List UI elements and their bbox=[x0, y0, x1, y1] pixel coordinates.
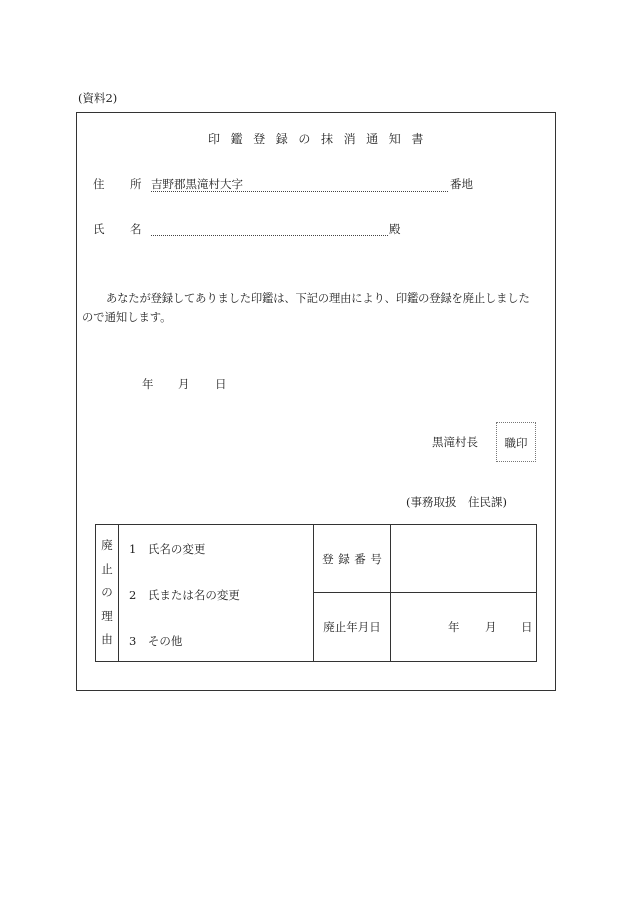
title-char: の bbox=[298, 132, 311, 146]
reason-item: 2 氏または名の変更 bbox=[129, 588, 240, 602]
body-line-1: あなたが登録してありました印鑑は、下記の理由により、印鑑の登録を廃止しました bbox=[106, 292, 530, 305]
abolish-date-label-cell bbox=[314, 593, 391, 662]
address-label-2: 所 bbox=[130, 177, 142, 191]
address-dotted-line bbox=[151, 191, 448, 192]
handling-department: (事務取扱 住民課) bbox=[406, 495, 507, 509]
title-char: 消 bbox=[343, 132, 356, 146]
reason-header-char: の bbox=[101, 585, 113, 600]
date-year: 年 bbox=[142, 377, 154, 391]
body-line-2: ので通知します。 bbox=[82, 311, 172, 324]
reason-header-char: 理 bbox=[101, 608, 113, 623]
address-value: 吉野郡黒滝村大字 bbox=[151, 177, 243, 191]
reason-header-char: 止 bbox=[101, 561, 113, 576]
title-char: 印 bbox=[208, 132, 221, 146]
issuer-title: 黒滝村長 bbox=[432, 435, 478, 449]
official-seal-box bbox=[496, 422, 536, 462]
reason-item: 1 氏名の変更 bbox=[129, 542, 206, 556]
title-char: 書 bbox=[411, 132, 424, 146]
date-month: 月 bbox=[178, 377, 190, 391]
reason-header-char: 由 bbox=[101, 632, 113, 647]
abolish-date-label: 廃止年月日 bbox=[323, 620, 381, 634]
document-title bbox=[208, 130, 434, 147]
address-suffix: 番地 bbox=[450, 177, 473, 191]
title-char: 録 bbox=[275, 132, 288, 146]
abolish-date-value[interactable] bbox=[391, 593, 537, 662]
name-suffix: 殿 bbox=[389, 222, 401, 236]
name-dotted-line bbox=[151, 235, 388, 236]
abolish-date-year: 年 bbox=[448, 620, 460, 634]
reason-header-char: 廃 bbox=[101, 538, 113, 553]
title-char: 抹 bbox=[320, 132, 333, 146]
reason-header-cell bbox=[96, 525, 119, 662]
registration-number-label-cell bbox=[314, 525, 391, 593]
title-char: 通 bbox=[366, 132, 379, 146]
title-char: 鑑 bbox=[230, 132, 243, 146]
reason-table bbox=[95, 524, 537, 662]
abolish-date-month: 月 bbox=[485, 620, 497, 634]
registration-number-value[interactable] bbox=[391, 525, 537, 593]
title-char: 登 bbox=[253, 132, 266, 146]
name-label-1: 氏 bbox=[93, 222, 105, 236]
reason-list-cell bbox=[119, 525, 314, 662]
registration-number-label: 登 録 番 号 bbox=[322, 551, 382, 566]
name-label-2: 名 bbox=[130, 222, 142, 236]
reason-item: 3 その他 bbox=[129, 634, 183, 648]
date-day: 日 bbox=[215, 377, 227, 391]
address-label-1: 住 bbox=[93, 177, 105, 191]
title-char: 知 bbox=[388, 132, 401, 146]
official-seal-label: 職印 bbox=[504, 436, 528, 450]
document-label: (資料2) bbox=[78, 91, 118, 105]
abolish-date-day: 日 bbox=[521, 620, 533, 634]
